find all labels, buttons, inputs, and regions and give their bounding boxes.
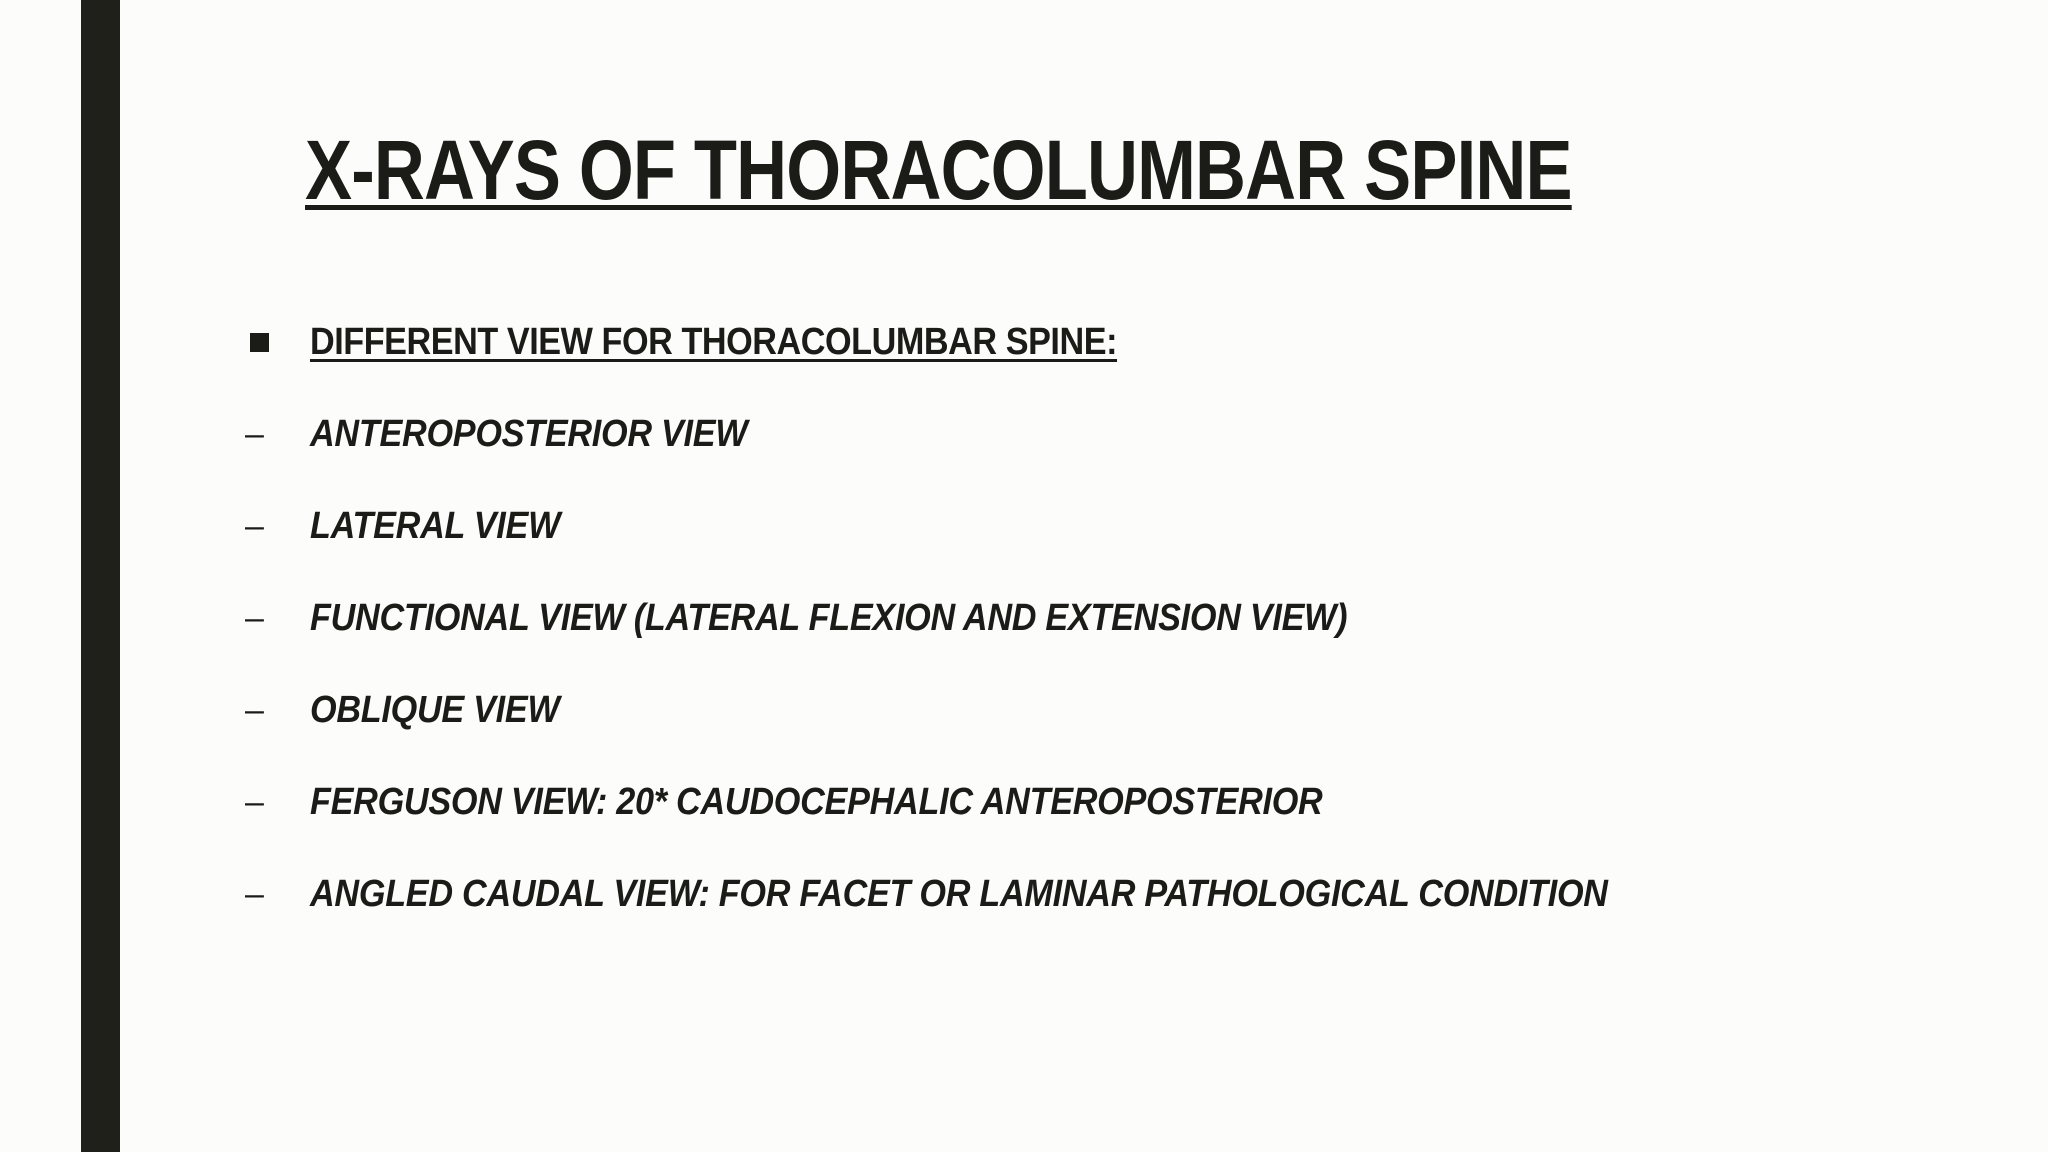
- dash-bullet: –: [245, 414, 264, 453]
- list-item: [245, 680, 1945, 740]
- list-item-text: ANGLED CAUDAL VIEW: FOR FACET OR LAMINAR PATHOLOGICAL CONDITION: [310, 873, 1608, 915]
- dash-bullet: –: [245, 782, 264, 821]
- list-item: [245, 772, 1945, 832]
- list-item-text: OBLIQUE VIEW: [310, 689, 560, 731]
- list-item-text: ANTEROPOSTERIOR VIEW: [310, 413, 748, 455]
- list-item: [245, 588, 1945, 648]
- dash-bullet: –: [245, 874, 264, 913]
- dash-bullet: –: [245, 598, 264, 637]
- square-bullet-icon: [245, 312, 275, 372]
- list-item-text: FERGUSON VIEW: 20* CAUDOCEPHALIC ANTEROPOSTERIOR: [310, 781, 1323, 823]
- list-item-text: LATERAL VIEW: [310, 505, 561, 547]
- left-accent-bar: [81, 0, 120, 1152]
- list-item-text: FUNCTIONAL VIEW (LATERAL FLEXION AND EXTENSION VIEW): [310, 597, 1348, 639]
- list-item: [245, 864, 1945, 924]
- list-item: [245, 496, 1945, 556]
- section-heading: DIFFERENT VIEW FOR THORACOLUMBAR SPINE:: [310, 321, 1118, 363]
- list-item: [245, 404, 1945, 464]
- dash-bullet: –: [245, 506, 264, 545]
- slide-title: X-RAYS OF THORACOLUMBAR SPINE: [305, 123, 1572, 217]
- heading-row: [245, 312, 1945, 372]
- dash-bullet: –: [245, 690, 264, 729]
